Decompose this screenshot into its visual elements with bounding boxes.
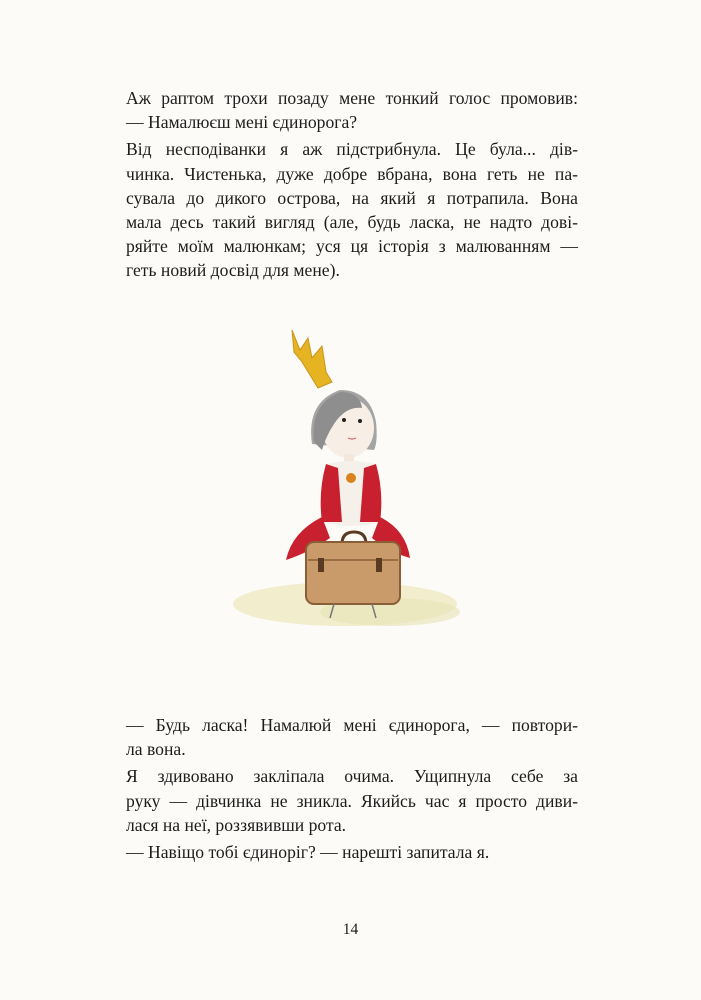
- text-line: — Будь ласка! Намалюй мені єдинорога, — повтори-: [126, 715, 578, 735]
- text-line: Аж раптом трохи позаду мене тонкий голос промовив:: [126, 88, 578, 108]
- text-line: Я здивовано закліпала очима. Ущипнула себе за: [126, 766, 578, 787]
- text-line: — Навіщо тобі єдиноріг? — нарешті запитала я.: [126, 842, 490, 863]
- text-line: руку — дівчинка не зникла. Якийсь час я просто диви-: [126, 790, 578, 811]
- page-number: 14: [342, 921, 359, 938]
- text-block-bottom: [126, 713, 578, 864]
- text-block-top: [126, 86, 578, 283]
- text-line: ла вона.: [126, 739, 186, 760]
- text-line: Від несподіванки я аж підстрибнула. Це була... дів-: [126, 139, 578, 160]
- text-line: лася на неї, роззявивши рота.: [126, 814, 347, 835]
- text-line: ряйте моїм малюнкам; уся ця історія з малюванням —: [126, 236, 578, 257]
- text-line: мала десь такий вигляд (але, будь ласка, не надто дові-: [126, 212, 578, 233]
- text-line: чинка. Чистенька, дуже добре вбрана, вона геть не па-: [126, 163, 578, 184]
- girl-illustration: [230, 312, 480, 652]
- text-line: сувала до дикого острова, на який я потрапила. Вона: [126, 187, 578, 208]
- text-line: геть новий досвід для мене).: [126, 260, 340, 281]
- text-line: — Намалюєш мені єдинорога?: [126, 112, 358, 133]
